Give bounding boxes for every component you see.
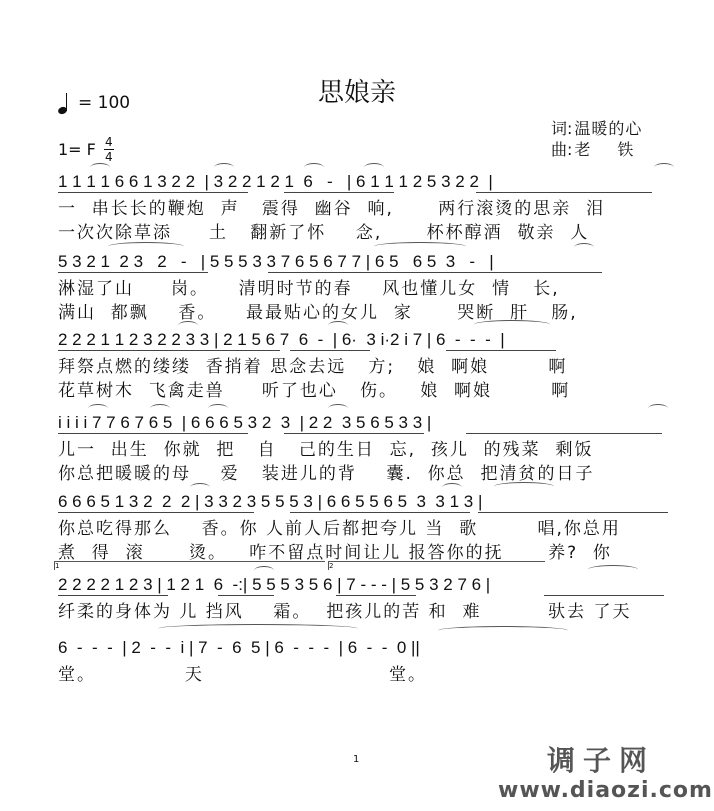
lyric-verse-1: 淋湿了山 岗。 清明时节的春 风也懂儿女 情 长, bbox=[58, 279, 560, 299]
slur bbox=[304, 163, 324, 172]
slur bbox=[88, 404, 108, 413]
slur bbox=[190, 483, 210, 492]
slur bbox=[654, 163, 674, 172]
lyric-verse-2: 煮 得 滚 烫。 咋不留点时间让儿 报答你的抚 养? 你 bbox=[58, 543, 612, 563]
beam bbox=[466, 433, 662, 434]
beam bbox=[476, 272, 602, 273]
beam bbox=[58, 595, 168, 596]
beam bbox=[58, 192, 248, 193]
beam bbox=[58, 272, 208, 273]
beam bbox=[544, 595, 664, 596]
beam bbox=[336, 595, 416, 596]
tie bbox=[158, 624, 358, 633]
slur bbox=[364, 163, 384, 172]
beam bbox=[58, 512, 254, 513]
slur bbox=[442, 483, 462, 492]
slur bbox=[214, 163, 234, 172]
lyric-verse-1: 拜祭点燃的缕缕 香捎着 思念去远 方; 娘 啊娘 啊 bbox=[58, 357, 568, 377]
song-title: 思娘亲 bbox=[317, 78, 396, 108]
lyric-verse-2: 花草树木 飞禽走兽 听了也心 伤。 娘 啊娘 啊 bbox=[58, 381, 571, 401]
slur bbox=[494, 482, 554, 491]
slur bbox=[648, 404, 668, 413]
composer-label: 曲: bbox=[551, 140, 573, 159]
beam bbox=[290, 350, 370, 351]
slur bbox=[108, 242, 184, 251]
beam bbox=[58, 433, 248, 434]
beam bbox=[446, 350, 556, 351]
lyricist-name: 温暖的心 bbox=[574, 119, 643, 138]
tie bbox=[438, 626, 568, 635]
slur bbox=[574, 243, 594, 252]
tempo-value: = 100 bbox=[78, 93, 131, 113]
beam bbox=[284, 192, 394, 193]
notation-line: 6 - - - | 2 - - i | 7 - 6 5 | 6 - - - | 6 - - 0 || bbox=[58, 638, 420, 657]
credits bbox=[551, 118, 660, 160]
beam bbox=[284, 433, 424, 434]
lyric-verse-2: 你总把暖暖的母 爱 装进儿的背 囊. 你总 把清贫的日子 bbox=[58, 464, 595, 484]
slur bbox=[588, 565, 638, 574]
key-signature bbox=[58, 136, 114, 163]
lyric-verse-1: 纤柔的身体为 儿 挡风 霜。 把孩儿的苦 和 难 驮去 了天 bbox=[58, 602, 632, 622]
slur bbox=[328, 321, 348, 330]
tempo-marking bbox=[58, 92, 130, 114]
beam bbox=[290, 512, 470, 513]
watermark-logo: 调子网 bbox=[547, 744, 656, 777]
slur bbox=[208, 404, 228, 413]
lyricist-label: 词: bbox=[551, 119, 573, 138]
volta-bracket-2: 2 bbox=[328, 561, 545, 570]
notation-line: 5 3 2 1 2 3 2 - | 5 5 5 3 3 7 6 5 6 7 7 | 6 5 6 5 3 - | bbox=[58, 252, 494, 271]
beam bbox=[476, 192, 652, 193]
watermark-url: www.diaozi.com bbox=[498, 778, 713, 803]
lyric-verse-1: 儿一 出生 你就 把 自 己的生日 忘, 孩儿 的残菜 剩饭 bbox=[58, 440, 594, 460]
lyric-verse-1: 你总吃得那么 香。你 人前人后都把夸儿 当 歌 唱,你总用 bbox=[58, 519, 621, 539]
slur bbox=[90, 163, 110, 172]
notation-line: 6 6 6 5 1 3 2 2 2 | 3 3 2 3 5 5 5 3 | 6 6 5 5 6 5 3 3 1 3 | bbox=[58, 492, 483, 511]
slur bbox=[178, 321, 198, 330]
beam bbox=[218, 595, 274, 596]
time-sig-bottom: 4 bbox=[105, 150, 113, 164]
slur bbox=[150, 404, 170, 413]
notation-line: 2 2 2 1 1 2 3 2 2 3 3 | 2 1 5 6 7 6 - | 6· 3 i·2 i 7 | 6 - - - | bbox=[58, 330, 505, 349]
slur bbox=[374, 242, 466, 251]
slur bbox=[474, 320, 550, 329]
page-number: 1 bbox=[353, 754, 360, 765]
slur bbox=[254, 566, 274, 575]
beam bbox=[478, 512, 668, 513]
notation-line: 2 2 2 2 1 2 3 | 1 2 1 6 -:| 5 5 5 3 5 6 | 7 - - - | 5 5 3 2 7 6 | bbox=[58, 575, 491, 594]
time-signature bbox=[104, 136, 114, 163]
lyric-verse-1: 堂。 天 堂。 bbox=[58, 665, 427, 685]
beam bbox=[58, 350, 280, 351]
time-sig-top: 4 bbox=[105, 135, 113, 149]
notation-line: 1 1 1 1 6 6 1 3 2 2 | 3 2 2 1 2 1 6 - | 6 1 1 1 2 5 3 2 2 | bbox=[58, 172, 493, 191]
lyric-verse-2: 一次次除草添 土 翻新了怀 念, 杯杯醇酒 敬亲 人 bbox=[58, 223, 590, 243]
slur bbox=[328, 404, 348, 413]
volta-bracket-1: 1 bbox=[54, 561, 325, 570]
lyric-verse-1: 一 串长长的鞭炮 声 震得 幽谷 响, 两行滚烫的思亲 泪 bbox=[58, 199, 606, 219]
quarter-note-icon bbox=[58, 92, 70, 114]
key-value: 1= F bbox=[58, 140, 96, 159]
lyric-verse-2: 满山 都飘 香。 最最贴心的女儿 家 哭断 肝 肠, bbox=[58, 303, 578, 323]
notation-line: i i i i 7 7 6 7 6 5 | 6 6 6 5 3 2 3 | 2 2 3 5 6 5 3 3 | bbox=[58, 413, 432, 432]
composer-name: 老铁 bbox=[574, 140, 661, 159]
